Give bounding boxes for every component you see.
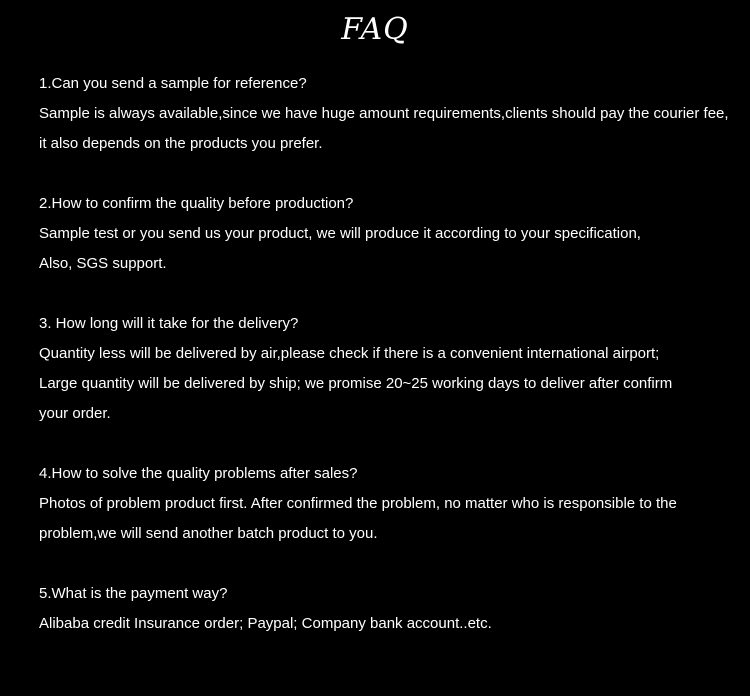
faq-answer-line: your order. xyxy=(39,405,111,422)
faq-question: 3. How long will it take for the delivery? xyxy=(39,315,299,332)
faq-item-1 xyxy=(39,69,739,159)
faq-answer-line: Sample is always available,since we have huge amount requirements,clients should pay the courier fee, xyxy=(39,105,729,122)
faq-question: 5.What is the payment way? xyxy=(39,585,228,602)
faq-answer-line: Also, SGS support. xyxy=(39,255,167,272)
faq-answer-line: Alibaba credit Insurance order; Paypal; Company bank account..etc. xyxy=(39,615,492,632)
faq-item-4 xyxy=(39,459,739,549)
faq-item-5 xyxy=(39,579,739,639)
faq-answer-line: Large quantity will be delivered by ship; we promise 20~25 working days to deliver after confirm xyxy=(39,375,673,392)
faq-answer-line: it also depends on the products you prefer. xyxy=(39,135,323,152)
faq-question: 2.How to confirm the quality before production? xyxy=(39,195,354,212)
faq-list xyxy=(39,69,739,669)
faq-item-2 xyxy=(39,189,739,279)
faq-answer-line: Quantity less will be delivered by air,please check if there is a convenient international airport; xyxy=(39,345,660,362)
faq-answer-line: problem,we will send another batch product to you. xyxy=(39,525,378,542)
page-title: FAQ xyxy=(341,12,409,47)
faq-item-3 xyxy=(39,309,739,429)
faq-answer-line: Photos of problem product first. After confirmed the problem, no matter who is responsible to the xyxy=(39,495,677,512)
faq-question: 4.How to solve the quality problems after sales? xyxy=(39,465,358,482)
faq-answer-line: Sample test or you send us your product, we will produce it according to your specification, xyxy=(39,225,641,242)
faq-question: 1.Can you send a sample for reference? xyxy=(39,75,307,92)
